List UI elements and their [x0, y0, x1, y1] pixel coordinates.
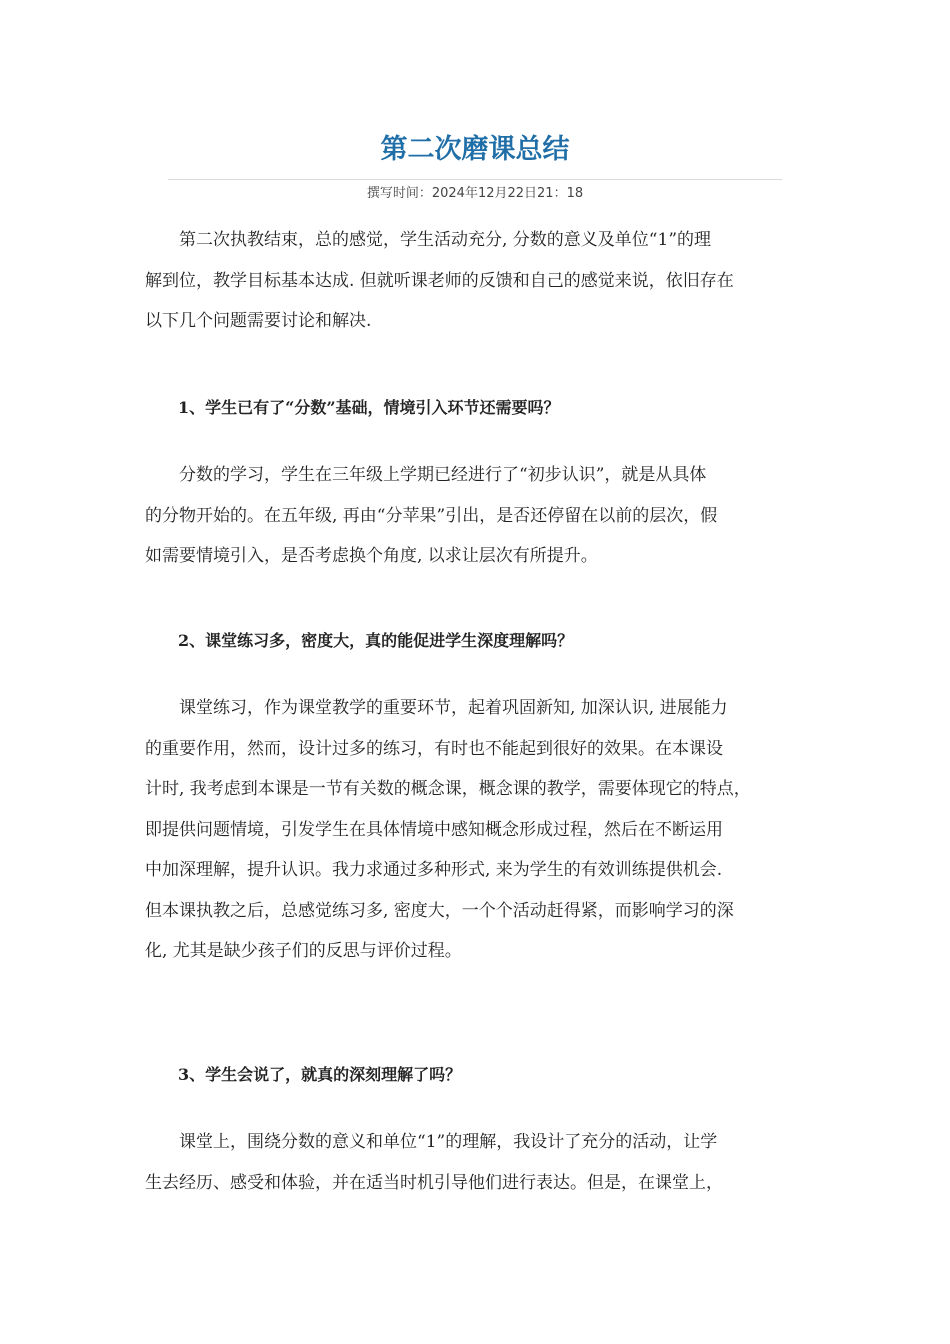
section-1-paragraph: [145, 455, 825, 577]
paragraph-line: 中加深理解，提升认识。我力求通过多种形式, 来为学生的有效训练提供机会.: [145, 860, 723, 880]
section-3-paragraph: [145, 1122, 825, 1203]
paragraph-line: 化, 尤其是缺少孩子们的反思与评价过程。: [145, 941, 462, 961]
paragraph-line: 如需要情境引入，是否考虑换个角度, 以求让层次有所提升。: [145, 546, 598, 566]
paragraph-line: 生去经历、感受和体验，并在适当时机引导他们进行表达。但是，在课堂上，: [145, 1172, 723, 1193]
paragraph-line: 但本课执教之后，总感觉练习多, 密度大，一个个活动赶得紧，而影响学习的深: [145, 900, 734, 921]
paragraph-line: 以下几个问题需要讨论和解决.: [145, 311, 372, 331]
title-divider: [168, 179, 782, 180]
paragraph-line: 即提供问题情境，引发学生在具体情境中感知概念形成过程，然后在不断运用: [145, 819, 723, 840]
paragraph-line: 的分物开始的。在五年级, 再由“分苹果”引出，是否还停留在以前的层次，假: [145, 505, 718, 526]
paragraph-line: 解到位，教学目标基本达成. 但就听课老师的反馈和自己的感觉来说，依旧存在: [145, 270, 734, 291]
section-heading-3: 3、学生会说了，就真的深刻理解了吗？: [178, 1065, 462, 1084]
paragraph-line: 分数的学习，学生在三年级上学期已经进行了“初步认识”，就是从具体: [179, 465, 707, 485]
section-heading-1: 1、学生已有了“分数”基础，情境引入环节还需要吗？: [178, 398, 560, 417]
paragraph-line: 课堂练习，作为课堂教学的重要环节，起着巩固新知, 加深认识, 进展能力: [179, 698, 728, 718]
section-2-paragraph: [145, 688, 825, 972]
paragraph-line: 计时, 我考虑到本课是一节有关数的概念课，概念课的教学，需要体现它的特点，: [145, 779, 751, 799]
document-title: 第二次磨课总结: [380, 134, 570, 165]
paragraph-line: 课堂上，围绕分数的意义和单位“1”的理解，我设计了充分的活动，让学: [179, 1132, 718, 1152]
paragraph-line: 第二次执教结束，总的感觉，学生活动充分, 分数的意义及单位“1”的理: [179, 230, 712, 250]
paragraph-line: 的重要作用，然而，设计过多的练习，有时也不能起到很好的效果。在本课设: [145, 738, 723, 759]
intro-paragraph: [145, 220, 825, 342]
section-heading-2: 2、课堂练习多，密度大，真的能促进学生深度理解吗？: [178, 631, 574, 650]
document-meta: 撰写时间：2024年12月22日21：18: [366, 186, 584, 201]
